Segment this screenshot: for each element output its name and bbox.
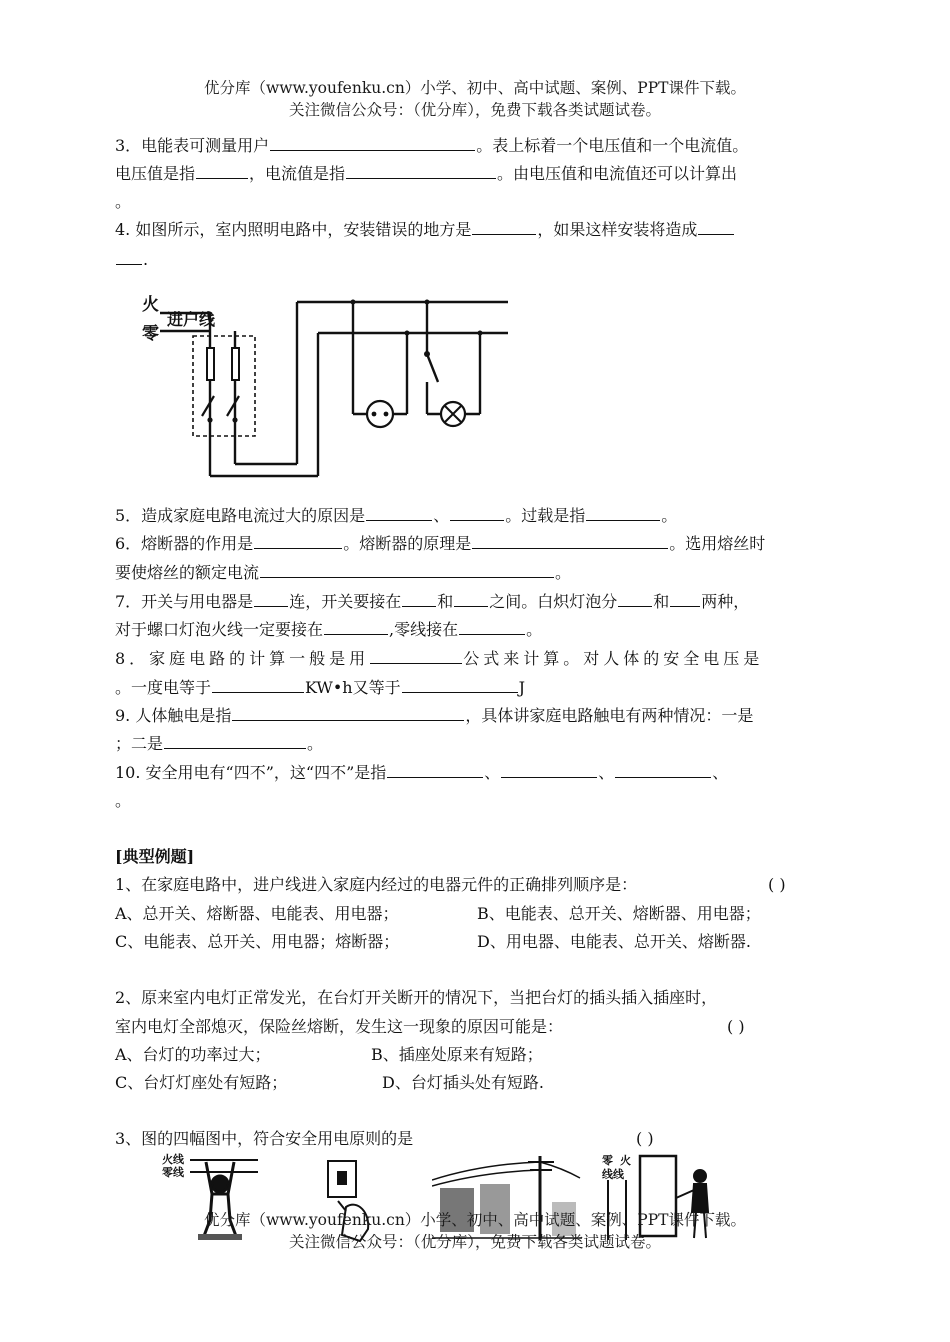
example-1-option-b: B、电能表、总开关、熔断器、用电器；	[477, 904, 761, 923]
q8-text: 。一度电等于	[115, 678, 212, 697]
blank	[164, 732, 306, 749]
q4-text: 4. 如图所示，室内照明电路中，安装错误的地方是	[115, 220, 472, 239]
blank	[459, 618, 525, 635]
q10-text: 。	[115, 791, 132, 810]
q7-text: 连，开关要接在	[289, 592, 402, 611]
blank	[450, 504, 504, 521]
question-10-line-2	[115, 789, 131, 813]
example-3-stem: 3、图的四幅图中，符合安全用电原则的是	[115, 1129, 414, 1148]
question-4-line-1	[115, 218, 735, 242]
q7-text: 两种，	[701, 592, 750, 611]
socket-icon	[367, 401, 393, 427]
junction-dot	[478, 331, 483, 336]
example-1-option-d: D、用电器、电能表、总开关、熔断器.	[477, 932, 751, 951]
q5-text: 。过载是指	[505, 506, 586, 525]
question-3-line-2	[115, 162, 737, 186]
q7-text: 7．开关与用电器是	[115, 592, 254, 611]
q9-text: 9. 人体触电是指	[115, 706, 232, 725]
q7-text: 和	[437, 592, 454, 611]
blank	[232, 704, 464, 721]
blank	[254, 532, 342, 549]
blank	[196, 162, 248, 179]
circuit-diagram	[130, 288, 520, 484]
q3-text: 电压值是指	[115, 164, 196, 183]
zero-line-label: 零线	[162, 1166, 184, 1179]
q7-text: 之间。白炽灯泡分	[489, 592, 618, 611]
header-line-2: 关注微信公众号：（优分库），免费下载各类试题试卷。	[288, 101, 661, 119]
example-1-option-a: A、总开关、熔断器、电能表、用电器；	[115, 904, 399, 923]
zero-label: 零	[142, 324, 159, 344]
q6-text: 6．熔断器的作用是	[115, 534, 254, 553]
q5-text: 、	[433, 506, 450, 525]
blank	[260, 561, 554, 578]
blank	[270, 134, 475, 151]
junction-dot	[425, 300, 430, 305]
question-6-line-1	[115, 532, 765, 556]
fire-line-label: 火线	[162, 1153, 184, 1166]
blank	[472, 532, 668, 549]
q6-text: 。熔断器的原理是	[343, 534, 472, 553]
answer-bracket: ( )	[727, 1017, 745, 1036]
question-8-line-2	[115, 676, 525, 700]
question-8-line-1	[115, 647, 763, 671]
fuse-icon	[207, 348, 214, 380]
q9-text: 。	[307, 734, 324, 753]
blank	[324, 618, 388, 635]
blank	[586, 504, 660, 521]
question-9-line-1	[115, 704, 753, 728]
blank	[670, 590, 700, 607]
junction-dot	[405, 331, 410, 336]
q4-text: ，如果这样安装将造成	[537, 220, 698, 239]
blank	[366, 504, 432, 521]
question-5-line	[115, 504, 677, 528]
incoming-line-label: 进户线	[167, 310, 216, 329]
q8-text: KW•h又等于	[305, 678, 401, 697]
question-7-line-2	[115, 618, 542, 642]
blank	[116, 248, 142, 265]
question-10-line-1	[115, 761, 728, 785]
line-label: 线线	[602, 1168, 624, 1181]
fire-label: 火	[620, 1154, 631, 1167]
answer-bracket: ( )	[768, 875, 786, 894]
q7-text: 。	[526, 620, 543, 639]
example-2-option-d: D、台灯插头处有短路.	[382, 1073, 544, 1092]
footer-line-2: 关注微信公众号：（优分库），免费下载各类试题试卷。	[288, 1233, 661, 1251]
switch-contact	[424, 351, 430, 357]
answer-bracket: ( )	[636, 1129, 654, 1148]
fuse-icon	[232, 348, 239, 380]
q5-text: 5．造成家庭电路电流过大的原因是	[115, 506, 366, 525]
question-6-line-2	[115, 561, 571, 585]
blank	[615, 761, 711, 778]
blank	[402, 590, 436, 607]
zero-label: 零	[602, 1154, 613, 1167]
switch-blade	[227, 396, 239, 416]
q8-text: 公式来计算。对人体的安全电压是	[463, 649, 764, 668]
main-switch-box	[193, 336, 255, 436]
blank	[346, 162, 496, 179]
fire-label: 火	[142, 295, 159, 315]
q6-text: 。	[555, 563, 572, 582]
blank	[402, 676, 518, 693]
q10-text: 、	[598, 763, 615, 782]
switch-blade	[202, 396, 214, 416]
q10-text: 10. 安全用电有“四不”，这“四不”是指	[115, 763, 387, 782]
example-1-stem	[115, 873, 637, 897]
q3-text: 。表上标着一个电压值和一个电流值。	[476, 136, 749, 155]
q4-text: .	[143, 250, 149, 269]
question-9-line-2	[115, 732, 323, 756]
question-3-line-3	[115, 190, 131, 214]
example-2-option-b: B、插座处原来有短路；	[371, 1045, 543, 1064]
q3-text: 。	[115, 192, 132, 211]
example-2-stem-2: 室内电灯全部熄灭，保险丝熔断，发生这一现象的原因可能是：	[115, 1017, 564, 1036]
q7-text: 和	[653, 592, 670, 611]
q3-text: 3．电能表可测量用户	[115, 136, 270, 155]
q5-text: 。	[661, 506, 678, 525]
example-1-option-c: C、电能表、总开关、用电器；熔断器；	[115, 932, 400, 951]
lamp-icon	[441, 402, 465, 426]
q3-text: ，电流值是指	[249, 164, 346, 183]
blank	[698, 218, 734, 235]
lamp-switch-blade	[427, 354, 438, 382]
junction-dot	[351, 300, 356, 305]
blank	[472, 218, 536, 235]
q8-text: J	[518, 678, 526, 697]
q6-text: 。选用熔丝时	[669, 534, 766, 553]
switch-contact	[207, 417, 212, 422]
blank	[618, 590, 652, 607]
example-2-option-a: A、台灯的功率过大；	[115, 1045, 271, 1064]
blank	[387, 761, 483, 778]
question-7-line-1	[115, 590, 749, 614]
section-heading: [典型例题]	[115, 847, 195, 866]
example-2-stem-1: 2、原来室内电灯正常发光，在台灯开关断开的情况下，当把台灯的插头插入插座时，	[115, 988, 718, 1007]
blank	[454, 590, 488, 607]
q6-text: 要使熔丝的额定电流	[115, 563, 260, 582]
blank	[370, 647, 462, 664]
q3-text: 。由电压值和电流值还可以计算出	[497, 164, 738, 183]
e1-stem-text: 1、在家庭电路中，进户线进入家庭内经过的电器元件的正确排列顺序是：	[115, 875, 638, 894]
q9-text: ，具体讲家庭电路触电有两种情况：一是	[465, 706, 754, 725]
footer-line-1: 优分库（www.youfenku.cn）小学、初中、高中试题、案例、PPT课件下载。	[203, 1211, 747, 1229]
question-4-line-2	[115, 248, 148, 272]
q8-text: 8．家庭电路的计算一般是用	[115, 649, 370, 668]
blank	[254, 590, 288, 607]
example-2-option-c: C、台灯灯座处有短路；	[115, 1073, 288, 1092]
header-line-1: 优分库（www.youfenku.cn）小学、初中、高中试题、案例、PPT课件下载。	[203, 79, 747, 97]
q10-text: 、	[712, 763, 729, 782]
q9-text: ；二是	[115, 734, 164, 753]
q7-text: 对于螺口灯泡火线一定要接在	[115, 620, 324, 639]
q7-text: ,零线接在	[389, 620, 459, 639]
blank	[212, 676, 304, 693]
blank	[501, 761, 597, 778]
q10-text: 、	[484, 763, 501, 782]
switch-contact	[232, 417, 237, 422]
question-3-line-1	[115, 134, 748, 158]
